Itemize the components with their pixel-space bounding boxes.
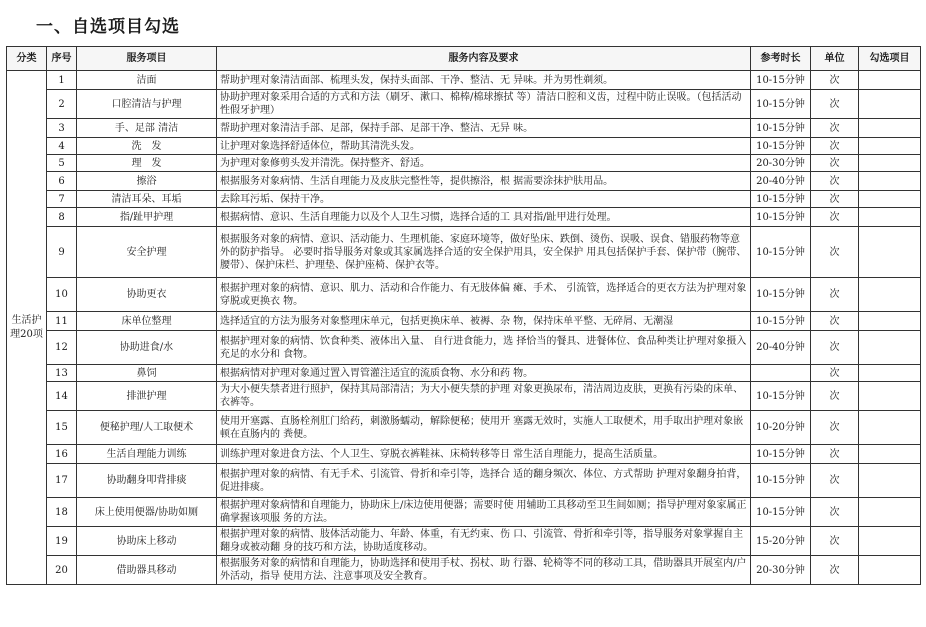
service-description: 根据服务对象病情、生活自理能力及皮肤完整性等，提供擦浴，根 据需要涂抹护肤用品。 — [217, 172, 751, 191]
service-item: 指/趾甲护理 — [77, 208, 217, 227]
table-row — [7, 172, 921, 191]
service-description: 训练护理对象进食方法、个人卫生、穿脱衣裤鞋袜、床椅转移等日 常生活自理能力，提高生活质量。 — [217, 445, 751, 464]
service-selection-table — [6, 46, 921, 585]
service-description: 使用开塞露、直肠栓剂肛门给药，刺激肠蠕动，解除便秘；使用开 塞露无效时，实施人工取便术，用手取出护理对象嵌顿在直肠内的 粪便。 — [217, 411, 751, 445]
header-check: 勾选项目 — [859, 47, 921, 71]
table-row — [7, 445, 921, 464]
service-item: 借助器具移动 — [77, 556, 217, 585]
service-item: 口腔清洁与护理 — [77, 90, 217, 119]
check-cell[interactable] — [859, 278, 921, 312]
table-row — [7, 527, 921, 556]
table-row — [7, 227, 921, 278]
service-item: 床单位整理 — [77, 312, 217, 331]
unit-cell: 次 — [811, 312, 859, 331]
reference-duration: 10-15分钟 — [751, 498, 811, 527]
row-number: 11 — [47, 312, 77, 331]
service-item: 清洁耳朵、耳垢 — [77, 191, 217, 208]
check-cell[interactable] — [859, 155, 921, 172]
row-number: 16 — [47, 445, 77, 464]
reference-duration: 10-15分钟 — [751, 278, 811, 312]
unit-cell: 次 — [811, 119, 859, 138]
check-cell[interactable] — [859, 411, 921, 445]
table-row — [7, 90, 921, 119]
check-cell[interactable] — [859, 119, 921, 138]
table-row — [7, 498, 921, 527]
reference-duration: 10-15分钟 — [751, 191, 811, 208]
unit-cell: 次 — [811, 445, 859, 464]
row-number: 14 — [47, 382, 77, 411]
service-item: 协助进食/水 — [77, 331, 217, 365]
service-item: 协助更衣 — [77, 278, 217, 312]
row-number: 10 — [47, 278, 77, 312]
unit-cell: 次 — [811, 71, 859, 90]
unit-cell: 次 — [811, 227, 859, 278]
row-number: 12 — [47, 331, 77, 365]
reference-duration: 10-15分钟 — [751, 119, 811, 138]
service-description: 去除耳污垢、保持干净。 — [217, 191, 751, 208]
table-row — [7, 208, 921, 227]
reference-duration: 10-15分钟 — [751, 90, 811, 119]
service-item: 手、足部 清洁 — [77, 119, 217, 138]
reference-duration: 10-15分钟 — [751, 227, 811, 278]
table-row — [7, 331, 921, 365]
check-cell[interactable] — [859, 365, 921, 382]
service-item: 协助翻身叩背排痰 — [77, 464, 217, 498]
row-number: 6 — [47, 172, 77, 191]
service-item: 理 发 — [77, 155, 217, 172]
unit-cell: 次 — [811, 90, 859, 119]
reference-duration: 20-40分钟 — [751, 331, 811, 365]
service-description: 根据护理对象的病情、饮食种类、液体出入量、 自行进食能力，选 择恰当的餐具、进餐体位、食品种类让护理对象摄入充足的水分和 食物。 — [217, 331, 751, 365]
service-item: 排泄护理 — [77, 382, 217, 411]
table-row — [7, 119, 921, 138]
unit-cell: 次 — [811, 498, 859, 527]
reference-duration: 20-40分钟 — [751, 172, 811, 191]
header-no: 序号 — [47, 47, 77, 71]
unit-cell: 次 — [811, 365, 859, 382]
row-number: 4 — [47, 138, 77, 155]
unit-cell: 次 — [811, 208, 859, 227]
table-row — [7, 278, 921, 312]
service-item: 洗 发 — [77, 138, 217, 155]
table-row — [7, 411, 921, 445]
unit-cell: 次 — [811, 527, 859, 556]
unit-cell: 次 — [811, 155, 859, 172]
row-number: 19 — [47, 527, 77, 556]
check-cell[interactable] — [859, 464, 921, 498]
reference-duration: 10-15分钟 — [751, 445, 811, 464]
row-number: 18 — [47, 498, 77, 527]
table-row — [7, 382, 921, 411]
check-cell[interactable] — [859, 445, 921, 464]
reference-duration: 10-15分钟 — [751, 208, 811, 227]
row-number: 5 — [47, 155, 77, 172]
reference-duration: 20-30分钟 — [751, 155, 811, 172]
check-cell[interactable] — [859, 331, 921, 365]
reference-duration — [751, 365, 811, 382]
check-cell[interactable] — [859, 90, 921, 119]
header-unit: 单位 — [811, 47, 859, 71]
service-description: 帮助护理对象清洁手部、足部，保持手部、足部干净、整洁、无异 味。 — [217, 119, 751, 138]
check-cell[interactable] — [859, 191, 921, 208]
service-description: 根据服务对象的病情、意识、活动能力、生理机能、家庭环境等，做好坠床、跌倒、烫伤、误吸、误食、错服药物等意外的防护指导。 必要时指导服务对象或其家属选择合适的安全保护用具，安全保护 用具包括保护手套、保护带（腕带、腰带）、保护床栏、护理垫、保护座椅、保护衣等。 — [217, 227, 751, 278]
service-description: 根据护理对象病情和自理能力，协助床上/床边使用便器；需要时使 用辅助工具移动至卫生间如厕；指导护理对象家属正确掌握该项服 务的方法。 — [217, 498, 751, 527]
check-cell[interactable] — [859, 312, 921, 331]
row-number: 2 — [47, 90, 77, 119]
check-cell[interactable] — [859, 527, 921, 556]
table-header-row — [7, 47, 921, 71]
unit-cell: 次 — [811, 382, 859, 411]
table-row — [7, 191, 921, 208]
unit-cell: 次 — [811, 191, 859, 208]
row-number: 9 — [47, 227, 77, 278]
service-item: 协助床上移动 — [77, 527, 217, 556]
service-item: 安全护理 — [77, 227, 217, 278]
check-cell[interactable] — [859, 382, 921, 411]
check-cell[interactable] — [859, 208, 921, 227]
service-item: 鼻饲 — [77, 365, 217, 382]
service-description: 根据护理对象的病情、意识、肌力、活动和合作能力、有无肢体偏 瘫、手术、 引流管，选择适合的更衣方法为护理对象穿脱或更换衣 物。 — [217, 278, 751, 312]
service-item: 便秘护理/人工取便术 — [77, 411, 217, 445]
service-description: 选择适宜的方法为服务对象整理床单元，包括更换床单、被褥、杂 物，保持床单平整、无碎屑、无潮湿 — [217, 312, 751, 331]
table-row — [7, 312, 921, 331]
service-description: 根据护理对象的病情、肢体活动能力、年龄、体重，有无约束、伤 口、引流管、骨折和牵引等，指导服务对象掌握自主翻身或被动翻 身的技巧和方法，协助适度移动。 — [217, 527, 751, 556]
check-cell[interactable] — [859, 227, 921, 278]
reference-duration: 10-15分钟 — [751, 138, 811, 155]
row-number: 17 — [47, 464, 77, 498]
row-number: 3 — [47, 119, 77, 138]
section-title: 一、自选项目勾选 — [36, 17, 180, 37]
service-description: 为护理对象修剪头发并清洗。保持整齐、舒适。 — [217, 155, 751, 172]
reference-duration: 15-20分钟 — [751, 527, 811, 556]
header-category: 分类 — [7, 47, 47, 71]
check-cell[interactable] — [859, 498, 921, 527]
reference-duration: 10-15分钟 — [751, 464, 811, 498]
service-description: 为大小便失禁者进行照护，保持其局部清洁；为大小便失禁的护理 对象更换尿布，清洁周边皮肤，更换有污染的床单、衣裤等。 — [217, 382, 751, 411]
check-cell[interactable] — [859, 138, 921, 155]
row-number: 8 — [47, 208, 77, 227]
service-item: 床上使用便器/协助如厕 — [77, 498, 217, 527]
table-row — [7, 464, 921, 498]
service-item: 生活自理能力训练 — [77, 445, 217, 464]
reference-duration: 10-15分钟 — [751, 71, 811, 90]
service-description: 让护理对象选择舒适体位，帮助其清洗头发。 — [217, 138, 751, 155]
row-number: 20 — [47, 556, 77, 585]
service-description: 根据护理对象的病情、有无手术、引流管、骨折和牵引等，选择合 适的翻身频次、体位、方式帮助 护理对象翻身拍背，促进排痰。 — [217, 464, 751, 498]
check-cell[interactable] — [859, 172, 921, 191]
table-body — [7, 71, 921, 585]
reference-duration: 10-15分钟 — [751, 312, 811, 331]
unit-cell: 次 — [811, 411, 859, 445]
service-description: 帮助护理对象清洁面部、梳理头发，保持头面部、干净、整洁、无 异味。并为男性剃须。 — [217, 71, 751, 90]
row-number: 1 — [47, 71, 77, 90]
header-time: 参考时长 — [751, 47, 811, 71]
unit-cell: 次 — [811, 172, 859, 191]
service-description: 根据服务对象的病情和自理能力，协助选择和使用手杖、拐杖、助 行器、轮椅等不同的移动工具，借助器具开展室内/户外活动，指导 使用方法、注意事项及安全教育。 — [217, 556, 751, 585]
service-item: 擦浴 — [77, 172, 217, 191]
check-cell[interactable] — [859, 71, 921, 90]
header-item: 服务项目 — [77, 47, 217, 71]
reference-duration: 20-30分钟 — [751, 556, 811, 585]
service-description: 协助护理对象采用合适的方式和方法（刷牙、漱口、棉棒/棉球擦拭 等）清洁口腔和义齿，过程中防止误吸。（包括活动性假牙护理） — [217, 90, 751, 119]
table-row — [7, 71, 921, 90]
row-number: 7 — [47, 191, 77, 208]
unit-cell: 次 — [811, 556, 859, 585]
reference-duration: 10-20分钟 — [751, 411, 811, 445]
unit-cell: 次 — [811, 331, 859, 365]
header-desc: 服务内容及要求 — [217, 47, 751, 71]
check-cell[interactable] — [859, 556, 921, 585]
service-description: 根据病情、意识、生活自理能力以及个人卫生习惯，选择合适的工 具对指/趾甲进行处理。 — [217, 208, 751, 227]
unit-cell: 次 — [811, 278, 859, 312]
reference-duration: 10-15分钟 — [751, 382, 811, 411]
table-row — [7, 138, 921, 155]
unit-cell: 次 — [811, 138, 859, 155]
category-cell: 生活护理20项 — [7, 71, 47, 585]
table-row — [7, 556, 921, 585]
unit-cell: 次 — [811, 464, 859, 498]
row-number: 15 — [47, 411, 77, 445]
service-item: 洁面 — [77, 71, 217, 90]
row-number: 13 — [47, 365, 77, 382]
service-description: 根据病情对护理对象通过置入胃管灌注适宜的流质食物、水分和药 物。 — [217, 365, 751, 382]
table-row — [7, 365, 921, 382]
table-row — [7, 155, 921, 172]
